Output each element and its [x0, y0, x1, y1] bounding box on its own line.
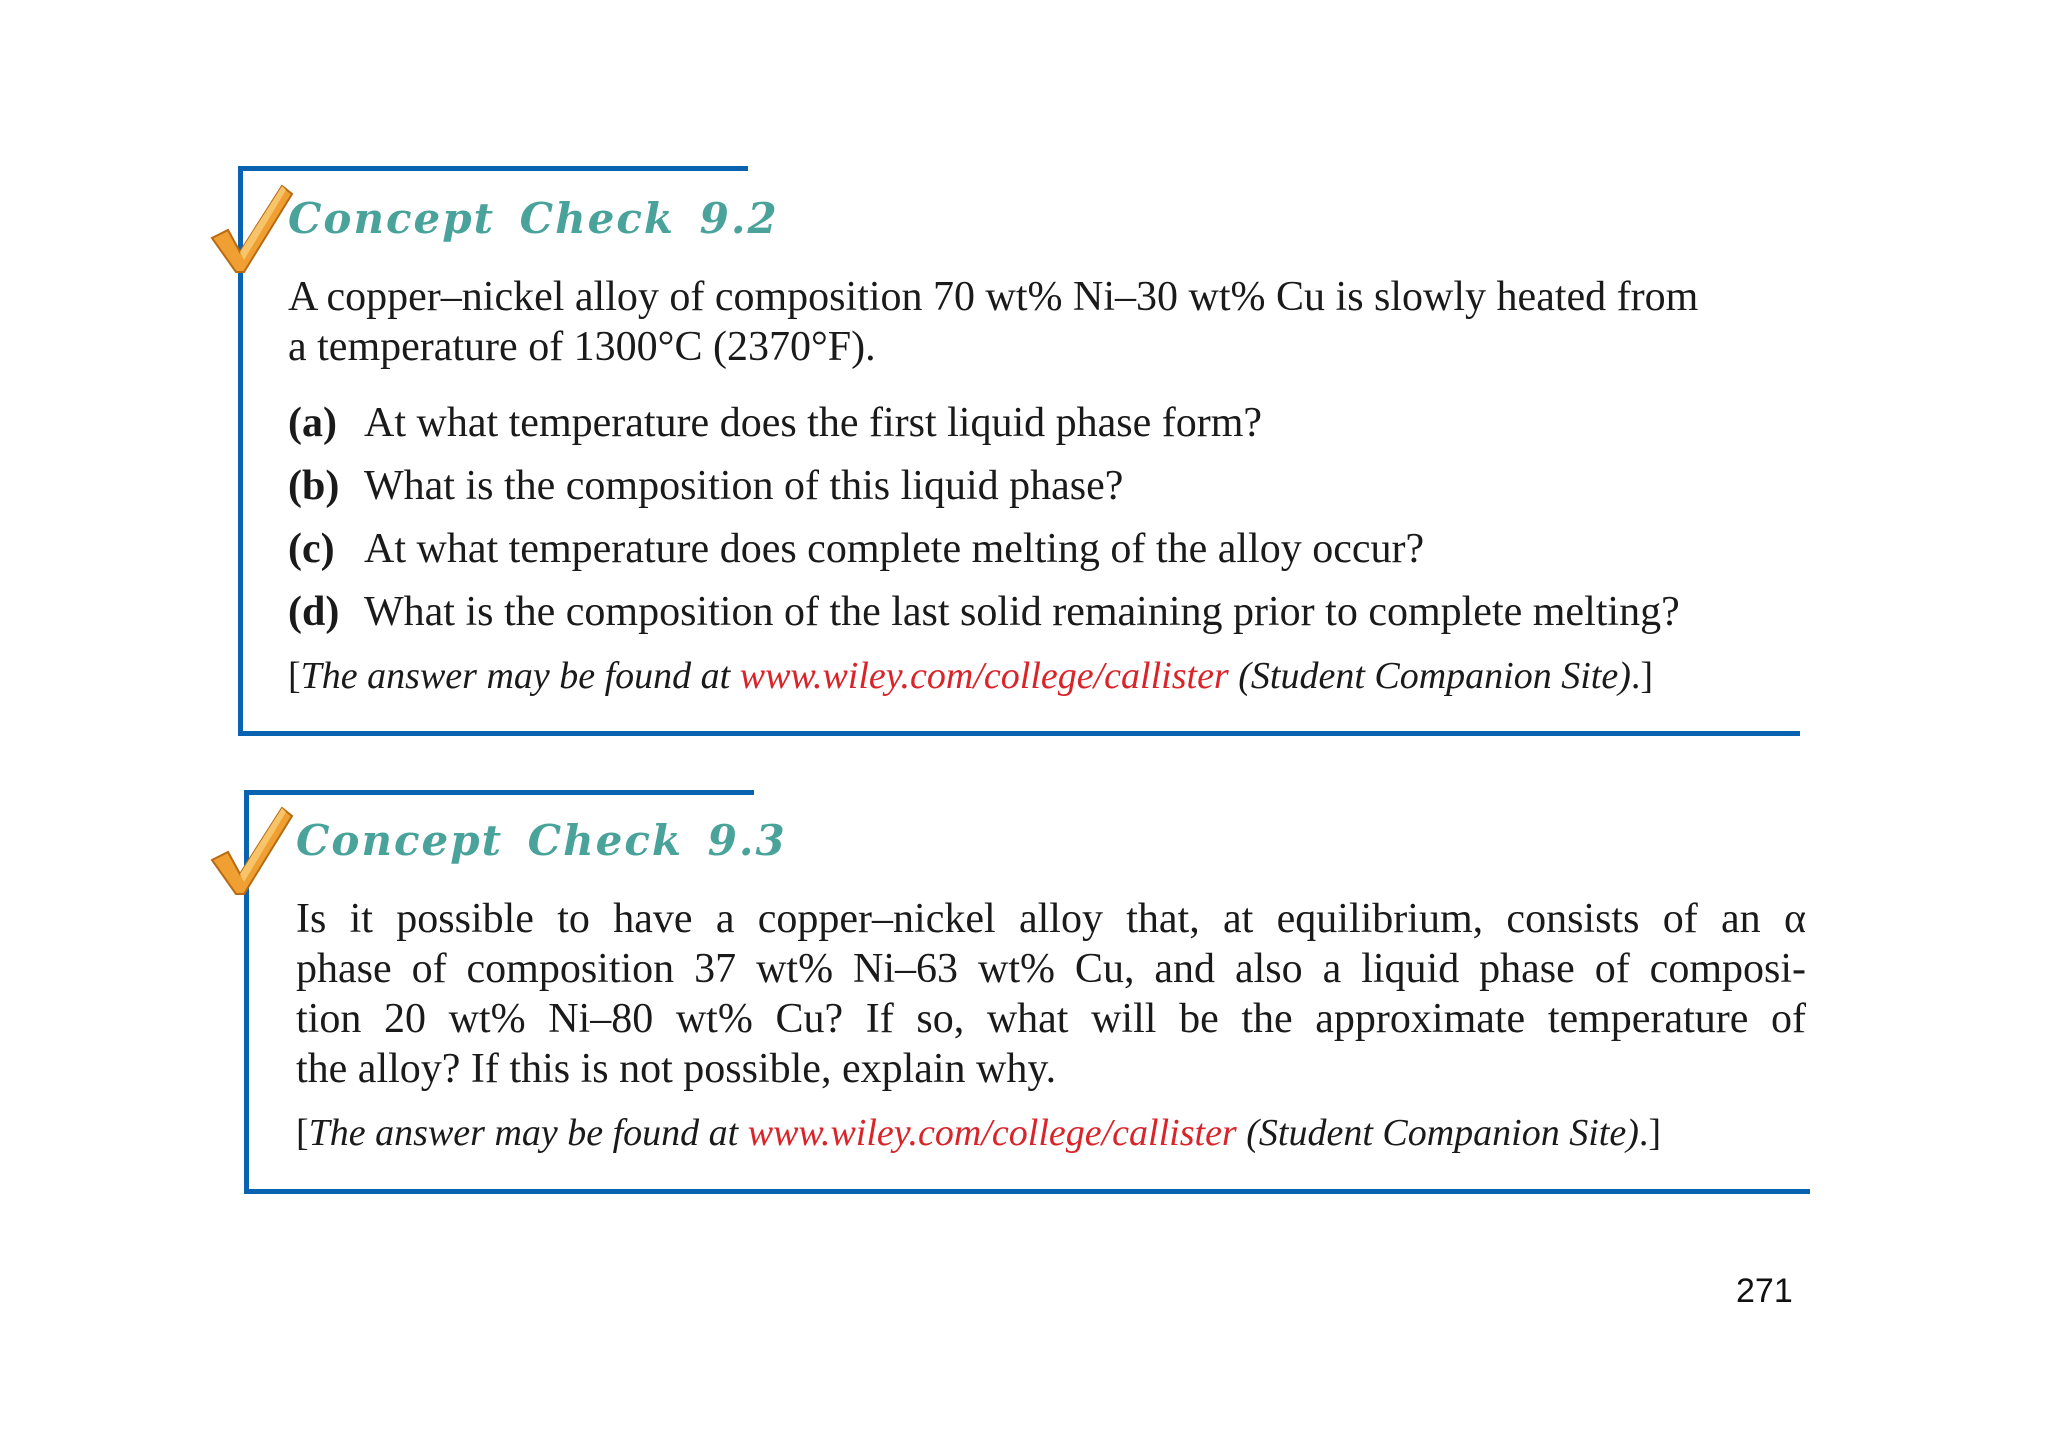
frame-bottom-border	[238, 731, 1800, 736]
answer-suffix: (Student Companion Site)	[1238, 655, 1631, 697]
frame-bottom-border	[244, 1189, 1810, 1194]
concept-check-body	[296, 894, 1806, 1158]
body-line: Is it possible to have a copper–nickel alloy that, at equilibrium, consists of an α	[296, 896, 1806, 942]
intro-line: A copper–nickel alloy of composition 70 wt% Ni–30 wt% Cu is slowly heated from	[288, 274, 1699, 320]
concept-check-body	[288, 272, 1798, 701]
answer-note: [The answer may be found at www.wiley.com/college/callister (Student Companion Site).]	[288, 655, 1654, 697]
checkmark-icon	[206, 180, 296, 280]
frame-top-border	[244, 790, 754, 795]
question-text: At what temperature does the first liquid phase form?	[364, 400, 1263, 446]
body-line: phase of composition 37 wt% Ni–63 wt% Cu, and also a liquid phase of composi-	[296, 946, 1806, 992]
question-text: What is the composition of the last solid remaining prior to complete melting?	[364, 589, 1680, 635]
checkmark-icon	[206, 802, 296, 902]
body-line: tion 20 wt% Ni–80 wt% Cu? If so, what will be the approximate temperature of	[296, 996, 1806, 1042]
intro-line: a temperature of 1300°C (2370°F).	[288, 324, 876, 370]
question-label: (d)	[288, 589, 340, 635]
answer-note: [The answer may be found at www.wiley.com/college/callister (Student Companion Site).]	[296, 1112, 1662, 1154]
body-line: the alloy? If this is not possible, explain why.	[296, 1046, 1057, 1092]
companion-site-link[interactable]: www.wiley.com/college/callister	[739, 655, 1229, 697]
question-label: (a)	[288, 400, 337, 446]
concept-check-title: Concept Check 9.3	[296, 816, 787, 865]
page-number: 271	[1736, 1272, 1793, 1310]
answer-prefix: The answer may be found at	[300, 655, 731, 697]
concept-check-title: Concept Check 9.2	[288, 194, 779, 243]
question-b	[288, 461, 1798, 511]
companion-site-link[interactable]: www.wiley.com/college/callister	[747, 1112, 1237, 1154]
frame-top-border	[238, 166, 748, 171]
answer-prefix: The answer may be found at	[308, 1112, 739, 1154]
question-text: At what temperature does complete melting of the alloy occur?	[364, 526, 1425, 572]
question-a	[288, 398, 1798, 448]
answer-suffix: (Student Companion Site)	[1246, 1112, 1639, 1154]
question-text: What is the composition of this liquid phase?	[364, 463, 1124, 509]
question-label: (c)	[288, 526, 335, 572]
question-d	[288, 587, 1798, 637]
question-c	[288, 524, 1798, 574]
question-label: (b)	[288, 463, 340, 509]
